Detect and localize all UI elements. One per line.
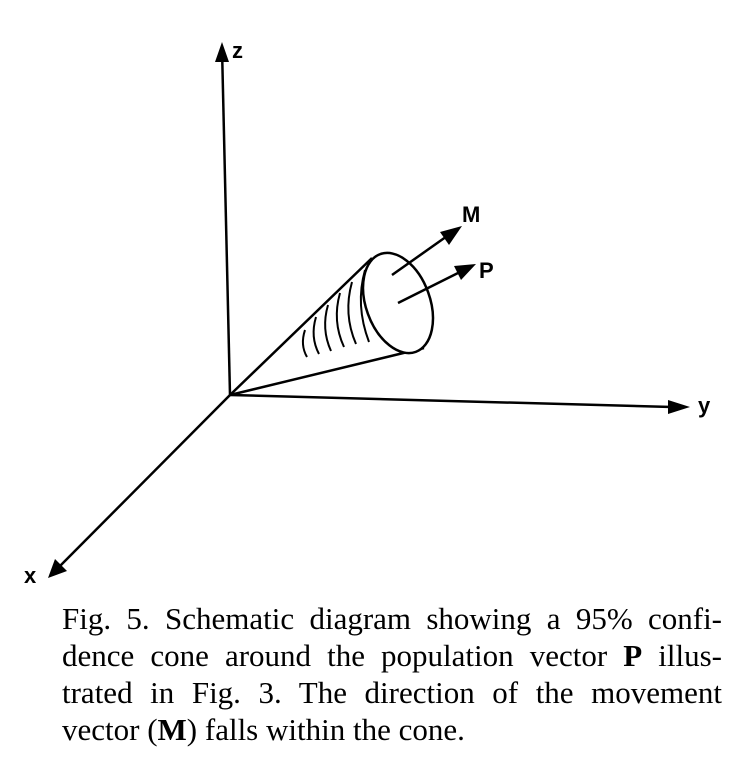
caption-lead: Fig. 5. Schematic diagram showing a 95% confi-dence cone around the population vector [62,601,722,673]
x-axis [58,395,230,568]
caption-bold-m: M [157,712,187,747]
cone-hatch-line [303,330,307,357]
caption-middle: illus-trated in Fig. 3. The direction of the movement vector ( [62,638,722,747]
movement-vector-m [392,234,450,275]
x-axis-label: x [24,563,37,588]
caption-bold-p: P [623,638,643,673]
z-axis-label: z [232,38,243,63]
cone-hatch-line [337,293,344,347]
confidence-cone [230,243,446,395]
movement-vector-label: M [462,202,481,227]
caption-tail: ) falls within the cone. [186,712,465,747]
y-axis-arrowhead [668,400,690,414]
population-vector-arrowhead [454,264,476,280]
cone-hatch-line [325,305,331,351]
cone-hatch-line [314,317,319,354]
y-axis [230,395,672,407]
figure-caption [62,600,722,748]
population-vector-label: P [479,258,494,283]
movement-vector-arrowhead [440,226,462,245]
z-axis [222,48,230,395]
z-axis-arrowhead [215,42,229,62]
cone-lower-edge [230,348,424,395]
cone-hatch-line [348,282,356,344]
y-axis-label: y [698,393,711,418]
